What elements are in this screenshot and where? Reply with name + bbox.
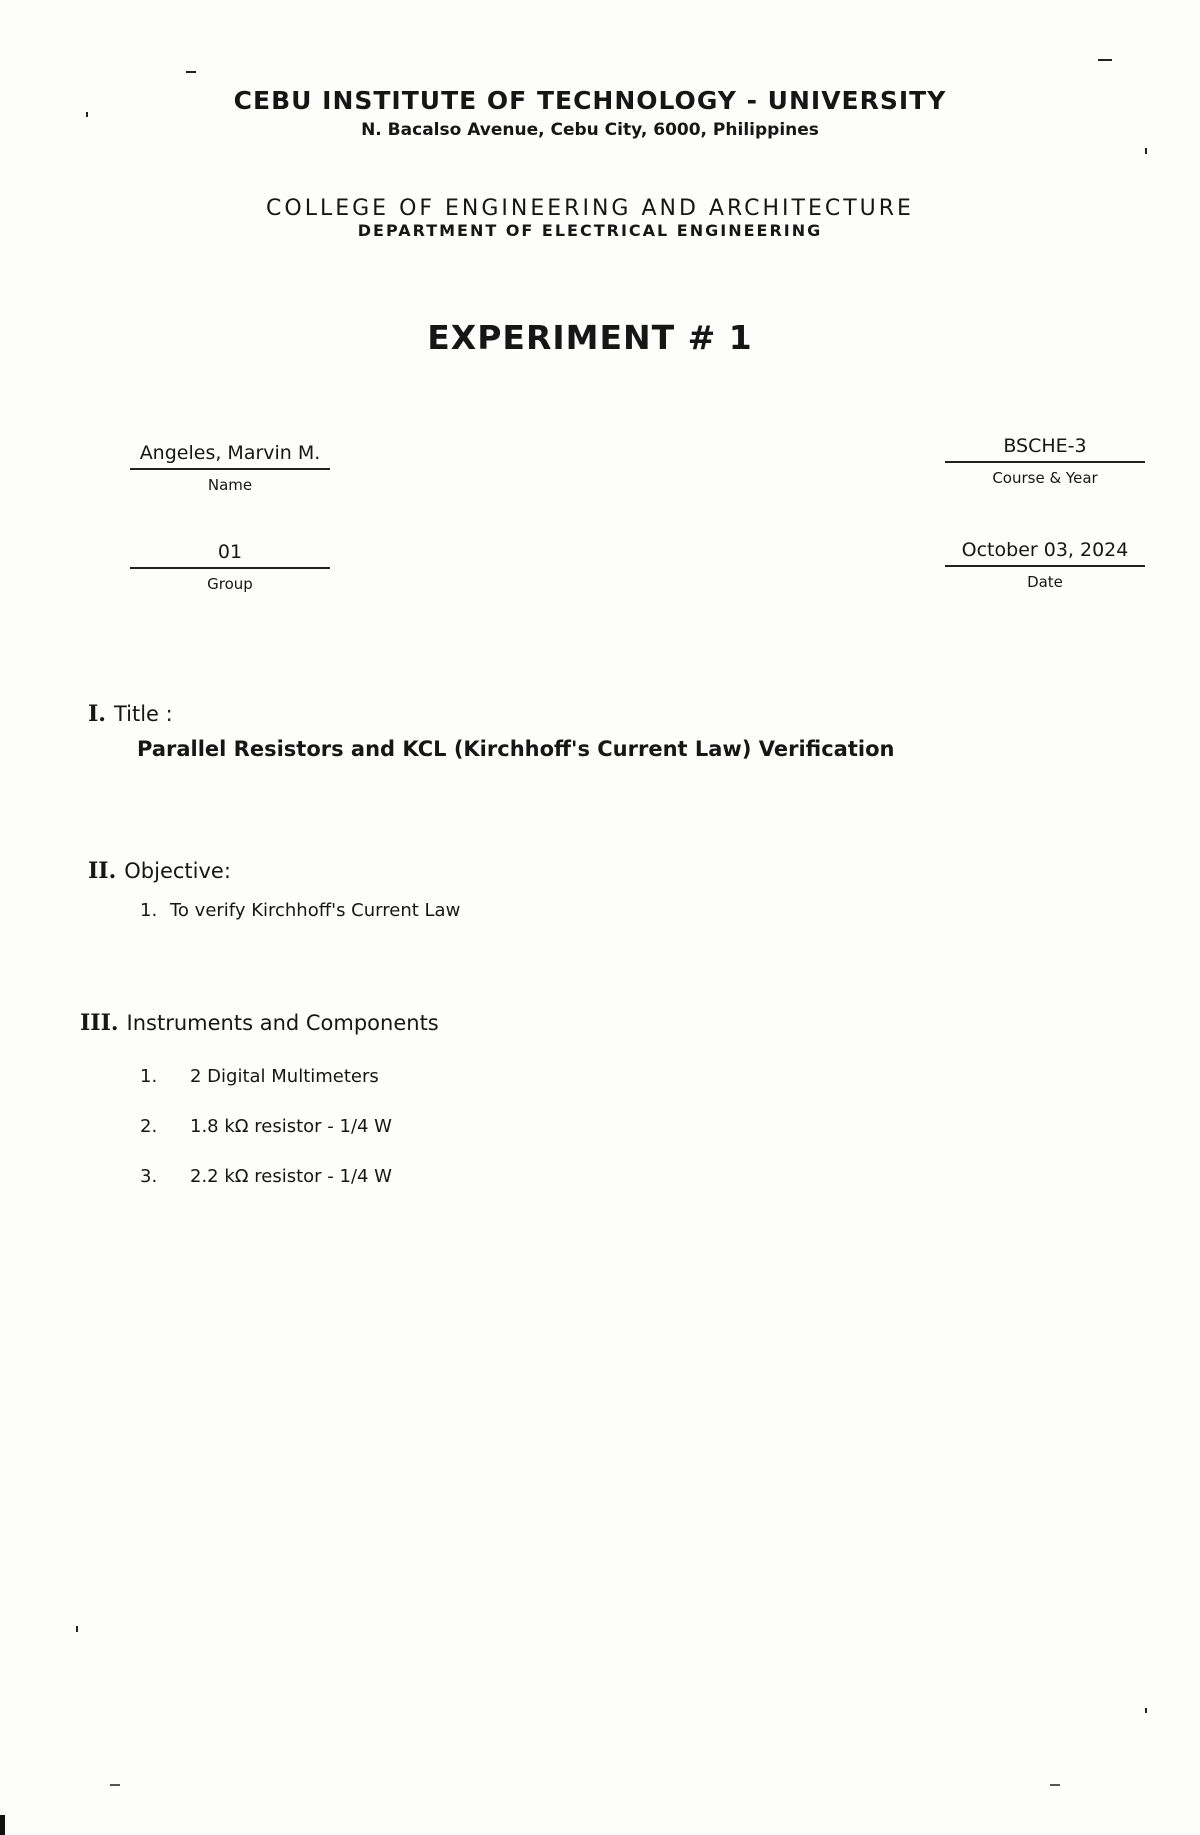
name-caption: Name [207, 476, 253, 494]
experiment-topic: Parallel Resistors and KCL (Kirchhoff's Current Law) Verification [137, 737, 895, 761]
name-field [130, 440, 330, 494]
college-name: COLLEGE OF ENGINEERING AND ARCHITECTURE [266, 196, 914, 221]
course-year-value: BSCHE-3 [1003, 435, 1087, 457]
scan-mark [1145, 1708, 1147, 1713]
course-year-field [945, 433, 1145, 487]
title-section-label: Title : [113, 702, 173, 726]
objective-item-number: 1. [140, 900, 158, 921]
instrument-item-text: 1.8 kΩ resistor - 1/4 W [190, 1116, 392, 1137]
scan-edge [0, 1815, 5, 1835]
scan-mark [1098, 59, 1112, 61]
scan-mark [86, 112, 88, 117]
instruments-section-label: Instruments and Components [126, 1011, 439, 1035]
name-underline [130, 468, 330, 470]
scan-mark [1145, 148, 1147, 154]
objective-item-text: To verify Kirchhoff's Current Law [170, 900, 461, 921]
date-caption: Date [1027, 573, 1063, 591]
instrument-item-number: 1. [140, 1066, 158, 1087]
group-field [130, 539, 330, 593]
school-name: CEBU INSTITUTE OF TECHNOLOGY - UNIVERSITY [233, 86, 947, 115]
scan-mark [110, 1784, 120, 1786]
objective-section-label: Objective: [124, 859, 231, 883]
instrument-item [140, 1166, 392, 1187]
objective-item [140, 900, 460, 921]
instruments-section-numeral: III. [80, 1010, 119, 1036]
scan-mark [1050, 1784, 1060, 1786]
course-year-caption: Course & Year [992, 469, 1098, 487]
scan-mark [76, 1626, 78, 1632]
group-value: 01 [217, 541, 243, 563]
course-year-underline [945, 461, 1145, 463]
instruments-section-heading [80, 1010, 439, 1036]
department-name: DEPARTMENT OF ELECTRICAL ENGINEERING [357, 221, 823, 240]
experiment-title: EXPERIMENT # 1 [427, 318, 753, 357]
title-section-numeral: I. [88, 701, 106, 727]
title-section-heading [88, 701, 173, 727]
instrument-item-text: 2 Digital Multimeters [190, 1066, 379, 1087]
date-value: October 03, 2024 [961, 539, 1129, 561]
school-address: N. Bacalso Avenue, Cebu City, 6000, Philippines [361, 120, 819, 140]
date-field [945, 537, 1145, 591]
instrument-item-text: 2.2 kΩ resistor - 1/4 W [190, 1166, 392, 1187]
instrument-item-number: 2. [140, 1116, 158, 1137]
objective-section-heading [88, 858, 231, 884]
instrument-item [140, 1066, 379, 1087]
objective-section-numeral: II. [88, 858, 117, 884]
scan-mark [186, 71, 196, 73]
date-underline [945, 565, 1145, 567]
group-underline [130, 567, 330, 569]
instrument-item [140, 1116, 392, 1137]
name-value: Angeles, Marvin M. [139, 442, 321, 464]
instrument-item-number: 3. [140, 1166, 158, 1187]
group-caption: Group [207, 575, 253, 593]
